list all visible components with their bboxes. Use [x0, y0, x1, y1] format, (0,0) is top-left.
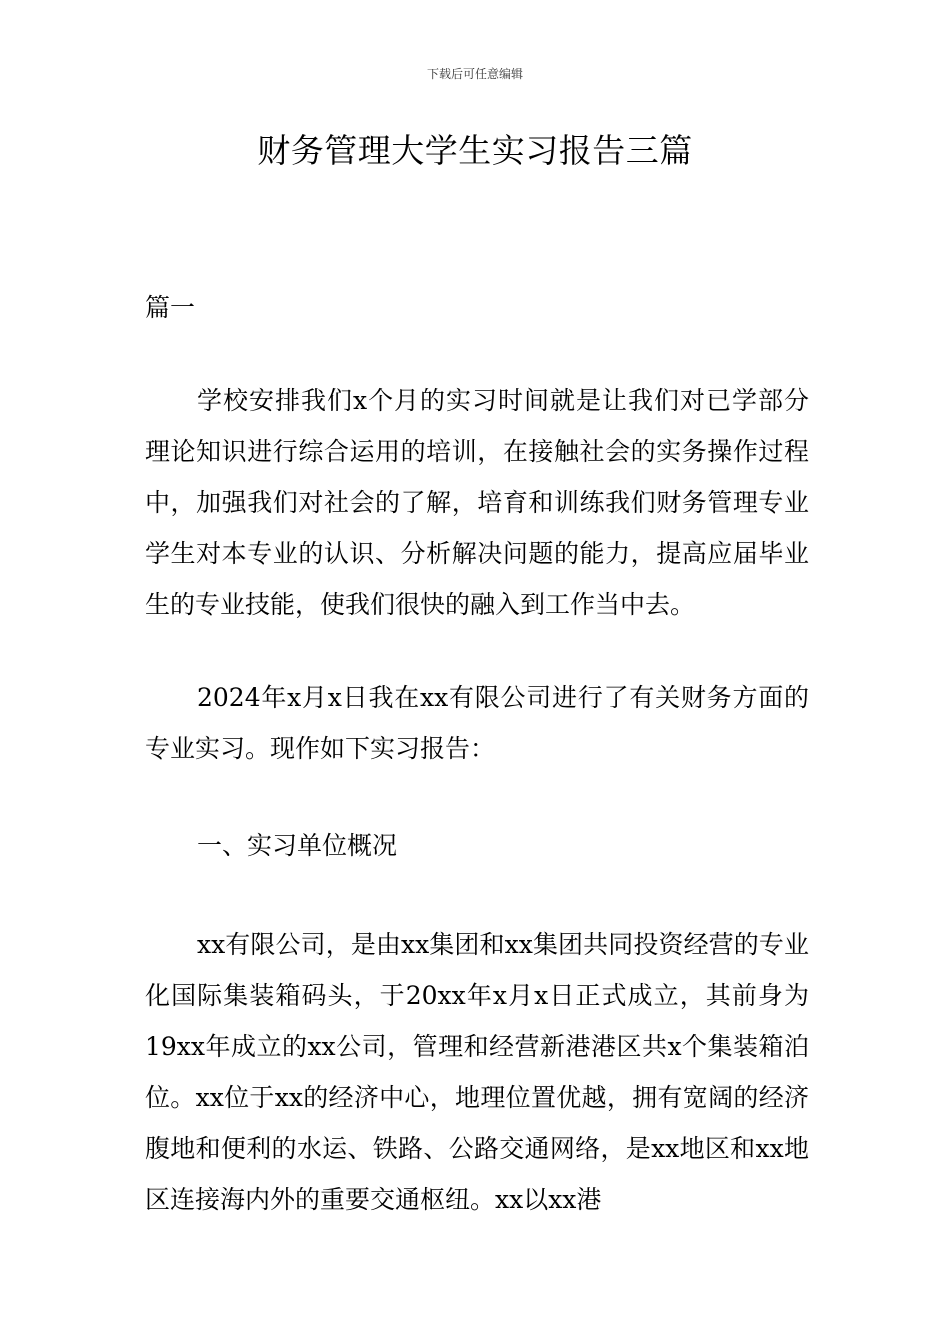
header-note: 下载后可任意编辑: [426, 67, 523, 81]
section-label: 篇一: [145, 293, 196, 322]
paragraph-company-overview: xx有限公司，是由xx集团和xx集团共同投资经营的专业化国际集装箱码头，于20xx年x月x日正式成立，其前身为19xx年成立的xx公司，管理和经营新港港区共x个集装箱泊位。xx位于xx的经济中心，地理位置优越，拥有宽阔的经济腹地和便利的水运、铁路、公路交通网络，是xx地区和xx地区连接海内外的重要交通枢纽。xx以xx港: [145, 930, 809, 1214]
section-heading-company-overview: 一、实习单位概况: [197, 831, 398, 860]
document-title: 财务管理大学生实习报告三篇: [257, 131, 693, 170]
paragraph-internship-date: 2024年x月x日我在xx有限公司进行了有关财务方面的专业实习。现作如下实习报告：: [145, 683, 809, 763]
paragraph-internship-purpose: 学校安排我们x个月的实习时间就是让我们对已学部分理论知识进行综合运用的培训，在接触社会的实务操作过程中，加强我们对社会的了解，培育和训练我们财务管理专业学生对本专业的认识、分析解决问题的能力，提高应届毕业生的专业技能，使我们很快的融入到工作当中去。: [145, 386, 809, 619]
